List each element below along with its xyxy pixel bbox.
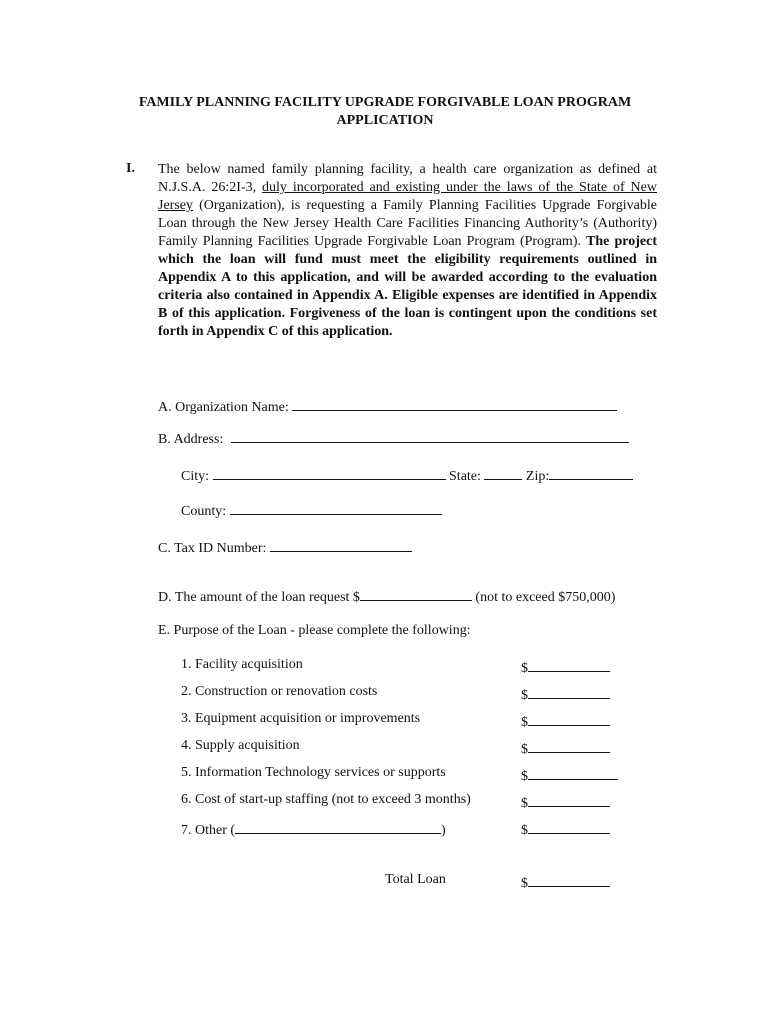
dollar-sign: $: [521, 769, 528, 784]
org-name-row: [158, 395, 617, 417]
section-paragraph: [158, 161, 657, 341]
dollar-sign: $: [521, 796, 528, 811]
purpose-item-label: 3. Equipment acquisition or improvements: [181, 711, 421, 726]
other-label-open: 7. Other (: [181, 823, 236, 838]
dollar-sign: $: [521, 688, 528, 703]
tax-id-row: [158, 536, 412, 558]
dollar-sign: $: [521, 715, 528, 730]
purpose-item-amount: [521, 737, 610, 759]
city-state-zip-row: [181, 464, 633, 486]
amount-field-supply[interactable]: [528, 737, 610, 753]
county-label: County:: [181, 504, 227, 519]
org-name-label: A. Organization Name:: [158, 400, 289, 415]
purpose-item-label: 4. Supply acquisition: [181, 738, 300, 753]
total-loan-amount: [521, 871, 610, 893]
tax-id-label: C. Tax ID Number:: [158, 541, 267, 556]
zip-field[interactable]: [549, 464, 633, 480]
paragraph-text-underlined: duly incorporated and existing under the laws of the State of New Jersey: [158, 180, 657, 213]
total-loan-label: Total Loan: [385, 872, 446, 887]
purpose-item: [0, 683, 770, 701]
amount-field-staffing[interactable]: [528, 791, 610, 807]
tax-id-field[interactable]: [270, 536, 412, 552]
amount-field-facility-acquisition[interactable]: [528, 656, 610, 672]
purpose-item: [0, 737, 770, 755]
amount-field-construction[interactable]: [528, 683, 610, 699]
total-loan-row: [0, 871, 770, 889]
purpose-item-label: 2. Construction or renovation costs: [181, 684, 378, 699]
purpose-item-label: 1. Facility acquisition: [181, 657, 303, 672]
state-label: State:: [449, 469, 481, 484]
purpose-item: [0, 710, 770, 728]
address-field[interactable]: [231, 427, 629, 443]
loan-amount-row: [158, 585, 615, 607]
other-label-close: ): [441, 823, 446, 838]
purpose-item: [0, 656, 770, 674]
org-name-field[interactable]: [292, 395, 617, 411]
county-field[interactable]: [230, 499, 442, 515]
document-title: [100, 94, 670, 130]
title-line-2: APPLICATION: [336, 113, 434, 128]
purpose-item-label: [181, 818, 446, 840]
dollar-sign: $: [521, 876, 528, 891]
purpose-item: [0, 791, 770, 809]
paragraph-text-bold: The project which the loan will fund must meet the eligibility requirements outlined in Appendix A to this application, and will be awarded according to the evaluation criteria also contained in Appendix A. Eligible expenses are identified in Appendix B of this application. Forgiveness of the loan is contingent upon the conditions set forth in Appendix C of this application.: [158, 234, 657, 339]
purpose-item-amount: [521, 683, 610, 705]
section-number: I.: [126, 161, 135, 176]
state-field[interactable]: [484, 464, 522, 480]
title-line-1: FAMILY PLANNING FACILITY UPGRADE FORGIVABLE LOAN PROGRAM: [138, 95, 632, 110]
address-row: [158, 427, 629, 449]
purpose-item: [0, 764, 770, 782]
purpose-item-amount: [521, 791, 610, 813]
loan-amount-label: D. The amount of the loan request $: [158, 590, 360, 605]
address-label: B. Address:: [158, 432, 224, 447]
zip-label: Zip:: [525, 469, 550, 484]
purpose-item: [0, 818, 770, 836]
purpose-item-label: 6. Cost of start-up staffing (not to exceed 3 months): [181, 792, 471, 807]
purpose-item-amount: [521, 764, 618, 786]
dollar-sign: $: [521, 742, 528, 757]
amount-field-equipment[interactable]: [528, 710, 610, 726]
dollar-sign: $: [521, 823, 528, 838]
purpose-item-amount: [521, 710, 610, 732]
dollar-sign: $: [521, 661, 528, 676]
city-field[interactable]: [213, 464, 446, 480]
purpose-item-amount: [521, 656, 610, 678]
loan-amount-field[interactable]: [360, 585, 472, 601]
purpose-item-label: 5. Information Technology services or supports: [181, 765, 446, 780]
county-row: [181, 499, 442, 521]
city-label: City:: [181, 469, 210, 484]
other-description-field[interactable]: [235, 818, 441, 834]
paragraph-text-1: The below named family planning facility, a health care organization as defined at N.J.S.A. 26:2I-3,: [158, 162, 657, 195]
purpose-heading: E. Purpose of the Loan - please complete the following:: [158, 623, 471, 638]
loan-amount-limit: (not to exceed $750,000): [471, 590, 616, 605]
amount-field-other[interactable]: [528, 818, 610, 834]
purpose-item-amount: [521, 818, 610, 840]
paragraph-text-2: (Organization), is requesting a Family Planning Facilities Upgrade Forgivable Loan through the New Jersey Health Care Facilities Financing Authority’s (Authority) Family Planning Facilities Upgrade Forgivable Loan Program (Program).: [158, 198, 657, 249]
amount-field-it-services[interactable]: [528, 764, 618, 780]
total-loan-field[interactable]: [528, 871, 610, 887]
